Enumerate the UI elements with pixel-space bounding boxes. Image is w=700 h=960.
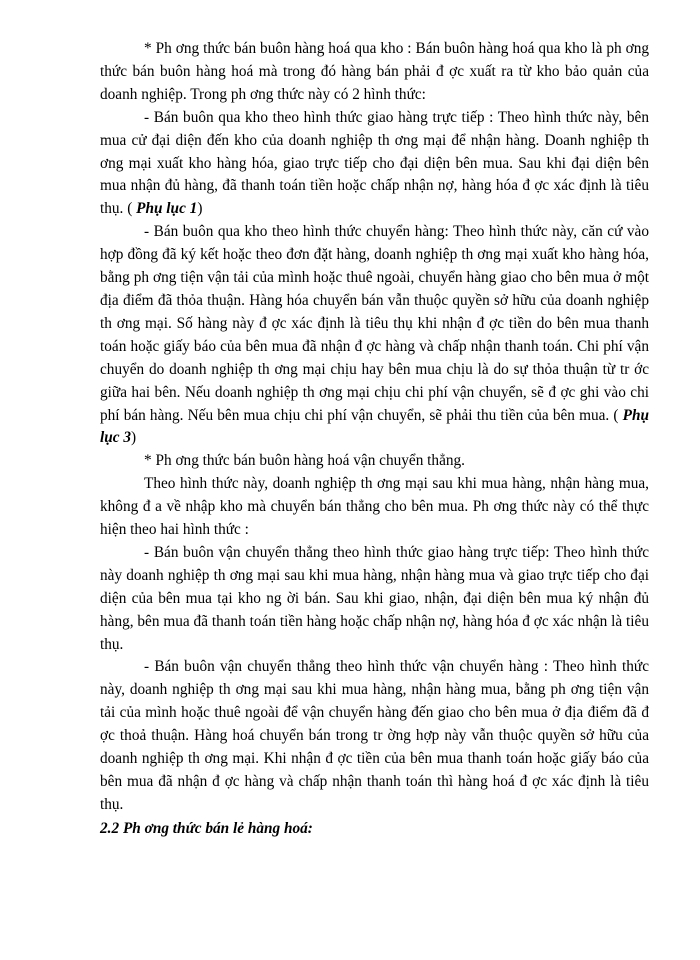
paragraph-text: - Bán buôn qua kho theo hình thức chuyển hàng: Theo hình thức này, căn cứ vào hợp đồng đã ký kết hoặc theo đơn đặt hàng, doanh nghiệp th ơng mại xuất kho hàng hóa, bằng ph ơng tiện vận tải của mình hoặc thuê ngoài, chuyển hàng giao cho bên mua ở một địa điểm đã thỏa thuận. Hàng hóa chuyển bán vẫn thuộc quyền sở hữu của doanh nghiệp th ơng mại. Số hàng này đ ợc xác định là tiêu thụ khi nhận đ ợc tiền do bên mua thanh toán hoặc giấy báo của bên mua đã nhận đ ợc hàng và chấp nhận thanh toán. Chi phí vận chuyển do doanh nghiệp th ơng mại chịu hay bên mua chịu là do sự thỏa thuận từ tr ớc giữa hai bên. Nếu doanh nghiệp th ơng mại chịu chi phí vận chuyển, sẽ đ ợc ghi vào chi phí bán hàng. Nếu bên mua chịu chi phí vận chuyển, sẽ phải thu tiền của bên mua. ( (100, 223, 649, 424)
paragraph-tail: ) (197, 200, 203, 218)
paragraph-text: - Bán buôn vận chuyển thẳng theo hình thức vận chuyển hàng : Theo hình thức này, doanh nghiệp th ơng mại sau khi mua hàng, nhận hàng mua, bằng ph ơng tiện vận tải của mình hoặc thuê ngoài để vận chuyển hàng đến giao cho bên mua ở địa điểm đã đ ợc thoả thuận. Hàng hoá chuyển bán trong tr ờng hợp này vẫn thuộc quyền sở hữu của doanh nghiệp th ơng mại. Khi nhận đ ợc tiền của bên mua thanh toán hoặc giấy báo của bên mua đã nhận đ ợc hàng và chấp nhận thanh toán thì hàng hoá đ ợc xác định là tiêu thụ. (100, 658, 649, 813)
appendix-reference: Phụ lục 1 (136, 200, 198, 218)
paragraph-direct-shipment-description (100, 473, 649, 542)
paragraph-text: Theo hình thức này, doanh nghiệp th ơng mại sau khi mua hàng, nhận hàng mua, không đ a về nhập kho mà chuyển bán thẳng cho bên mua. Ph ơng thức này có thể thực hiện theo hai hình thức : (100, 475, 649, 539)
paragraph-direct-shipment-method (100, 450, 649, 473)
paragraph-text: * Ph ơng thức bán buôn hàng hoá vận chuyển thẳng. (144, 452, 465, 470)
paragraph-wholesale-via-warehouse (100, 38, 649, 107)
paragraph-direct-shipment-transport (100, 656, 649, 816)
section-heading-retail: 2.2 Ph ơng thức bán lẻ hàng hoá: (100, 819, 313, 837)
paragraph-tail: ) (131, 429, 137, 447)
document-body (100, 38, 649, 841)
appendix-reference: Phụ lục 3 (100, 406, 649, 447)
paragraph-direct-shipment-hand-delivery (100, 542, 649, 657)
paragraph-shipping-form (100, 221, 649, 450)
paragraph-text: - Bán buôn qua kho theo hình thức giao hàng trực tiếp : Theo hình thức này, bên mua cử đại diện đến kho của doanh nghiệp th ơng mại để nhận hàng. Doanh nghiệp th ơng mại xuất kho hàng hóa, giao trực tiếp cho đại diện bên mua. Sau khi đại diện bên mua nhận đủ hàng, đã thanh toán tiền hoặc chấp nhận nợ, hàng hóa đ ợc xác định là tiêu thụ. ( (100, 108, 649, 218)
paragraph-text: - Bán buôn vận chuyển thẳng theo hình thức giao hàng trực tiếp: Theo hình thức này doanh nghiệp th ơng mại sau khi mua hàng, nhận hàng mua và giao trực tiếp cho đại diện của bên mua tại kho ng ời bán. Sau khi giao, nhận, đại diện bên mua ký nhận đủ hàng, bên mua đã thanh toán tiền hàng hoặc chấp nhận nợ, hàng hóa đ ợc xác nhận là tiêu thụ. (100, 543, 649, 653)
paragraph-direct-delivery (100, 107, 649, 222)
paragraph-text: * Ph ơng thức bán buôn hàng hoá qua kho : Bán buôn hàng hoá qua kho là ph ơng thức bán buôn hàng hoá mà trong đó hàng bán phải đ ợc xuất ra từ kho bảo quản của doanh nghiệp. Trong ph ơng thức này có 2 hình thức: (100, 40, 649, 103)
